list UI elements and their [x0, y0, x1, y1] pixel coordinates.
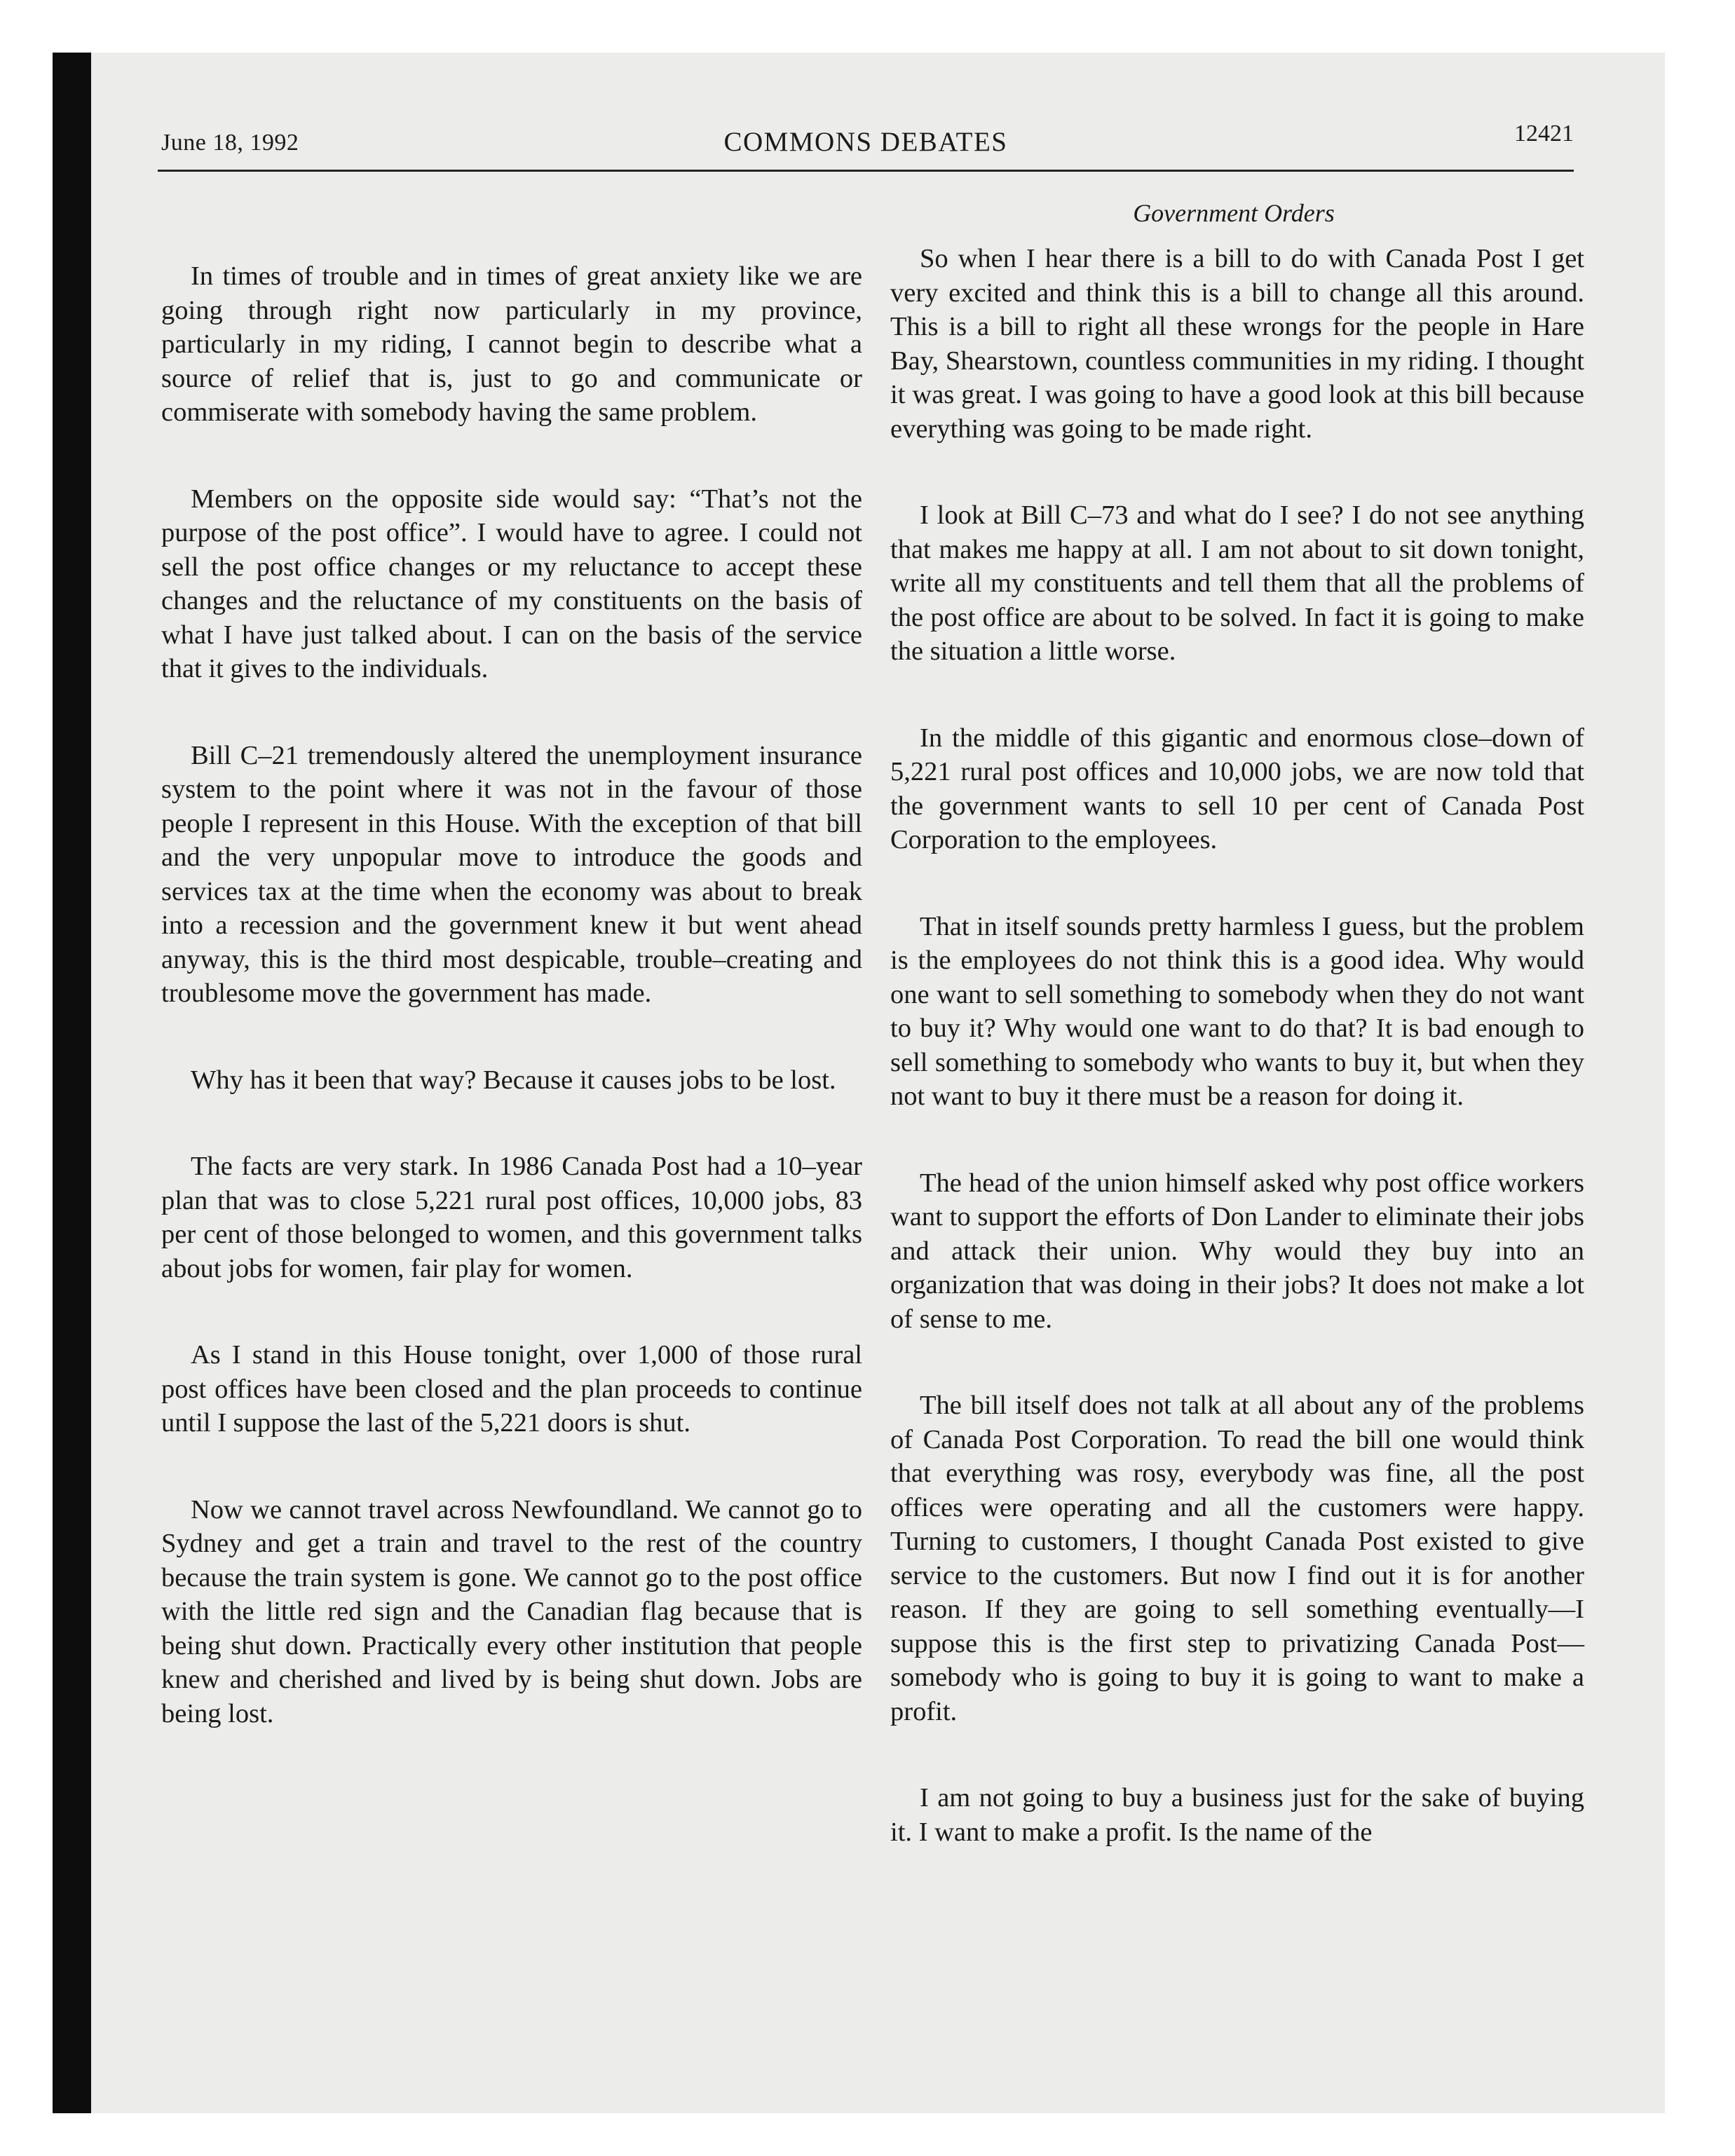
header-rule — [158, 170, 1574, 172]
header-date: June 18, 1992 — [161, 130, 299, 156]
section-label: Government Orders — [1133, 199, 1335, 227]
left-column — [161, 259, 862, 1783]
header-title: COMMONS DEBATES — [723, 127, 1008, 157]
paragraph: In the middle of this gigantic and enormous close–down of 5,221 rural post offices and 10,000 jobs, we are now told that the government wants to sell 10 per cent of Canada Post Corporation to the employees. — [890, 723, 1584, 854]
paragraph: Now we cannot travel across Newfoundland. We cannot go to Sydney and get a train and travel to the rest of the country because the train system is gone. We cannot go to the post office with the little red sign and the Canadian flag because that is being shut down. Practically every other institution that people knew and cherished and lived by is being shut down. Jobs are being lost. — [161, 1494, 862, 1728]
page-number: 12421 — [1514, 121, 1574, 146]
page-header — [158, 105, 1574, 175]
paragraph: In times of trouble and in times of great anxiety like we are going through right now particularly in my province, particularly in my riding, I cannot begin to describe what a source of relief that is, just to go and communicate or commiserate with somebody having the same problem. — [161, 261, 862, 427]
paragraph: Why has it been that way? Because it causes jobs to be lost. — [191, 1065, 836, 1095]
paragraph: Members on the opposite side would say: “That’s not the purpose of the post office”. I would have to agree. I could not sell the post office changes or my reluctance to accept these changes and the reluctance of my constituents on the basis of what I have just talked about. I can on the basis of the service that it gives to the individuals. — [161, 484, 862, 683]
paragraph: The facts are very stark. In 1986 Canada Post had a 10–year plan that was to close 5,221 rural post offices, 10,000 jobs, 83 per cent of those belonged to women, and this government talks about jobs for women, fair play for women. — [161, 1152, 862, 1283]
paragraph: I look at Bill C–73 and what do I see? I do not see anything that makes me happy at all. I am not about to sit down tonight, write all my constituents and tell them that all the problems of the post office are about to be solved. In fact it is going to make the situation a little worse. — [890, 500, 1584, 666]
paragraph: As I stand in this House tonight, over 1,000 of those rural post offices have been closed and the plan proceeds to continue until I suppose the last of the 5,221 doors is shut. — [161, 1340, 862, 1438]
right-column — [890, 242, 1584, 1902]
paragraph: I am not going to buy a business just for the sake of buying it. I want to make a profit. Is the name of the — [890, 1783, 1584, 1847]
paragraph: That in itself sounds pretty harmless I guess, but the problem is the employees do not think this is a good idea. Why would one want to sell something to somebody when they do not want to buy it? Why would one want to do that? It is bad enough to sell something to somebody who wants to buy it, but when they not want to buy it there must be a reason for doing it. — [890, 911, 1584, 1111]
paragraph: So when I hear there is a bill to do with Canada Post I get very excited and think this is a bill to change all this around. This is a bill to right all these wrongs for the people in Hare Bay, Shearstown, countless communities in my riding. I thought it was great. I was going to have a good look at this bill because everything was going to be made right. — [890, 244, 1584, 444]
paragraph: The bill itself does not talk at all about any of the problems of Canada Post Corporation. To read the bill one would think that everything was rosy, everybody was fine, all the post offices were operating and all the customers were happy. Turning to customers, I thought Canada Post existed to give service to the customers. But now I find out it is for another reason. If they are going to sell something eventually—I suppose this is the first step to privatizing Canada Post—somebody who is going to buy it is going to want to make a profit. — [890, 1391, 1584, 1726]
paragraph: The head of the union himself asked why post office workers want to support the efforts of Don Lander to eliminate their jobs and attack their union. Why would they buy into an organization that was doing in their jobs? It does not make a lot of sense to me. — [890, 1168, 1584, 1334]
paragraph: Bill C–21 tremendously altered the unemployment insurance system to the point where it was not in the favour of those people I represent in this House. With the exception of that bill and the very unpopular move to introduce the goods and services tax at the time when the economy was about to break into a recession and the government knew it but went ahead anyway, this is the third most despicable, trouble–creating and troublesome move the government has made. — [161, 740, 862, 1008]
scan-border — [53, 53, 91, 2113]
